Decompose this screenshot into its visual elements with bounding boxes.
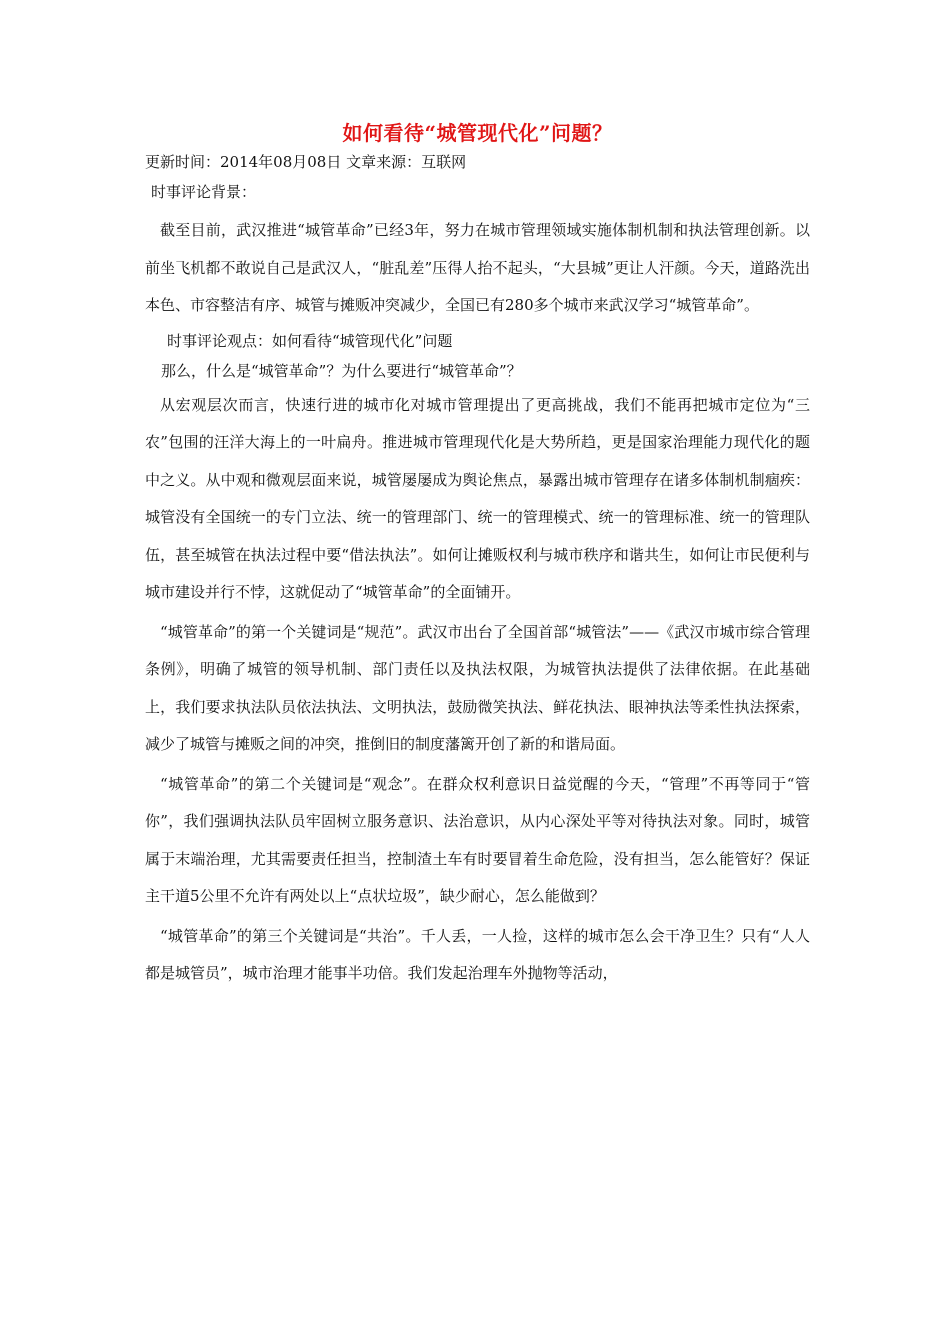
article-title: 如何看待“城管现代化”问题？ [342,121,613,145]
background-paragraph: 截至目前，武汉推进“城管革命”已经3年，努力在城市管理领域实施体制机制和执法管理创新。以前坐飞机都不敢说自己是武汉人，“脏乱差”压得人抬不起头，“大县城”更让人汗颜。今天，道路洗出本色、市容整洁有序、城管与摊贩冲突减少，全国已有280多个城市来武汉学习“城管革命”。 [145,221,810,314]
body-paragraph: “城管革命”的第一个关键词是“规范”。武汉市出台了全国首部“城管法”——《武汉市城市综合管理条例》，明确了城管的领导机制、部门责任以及执法权限，为城管执法提供了法律依据。在此基础上，我们要求执法队员依法执法、文明执法，鼓励微笑执法、鲜花执法、眼神执法等柔性执法探索，减少了城管与摊贩之间的冲突，推倒旧的制度藩篱开创了新的和谐局面。 [145,622,810,753]
viewpoint-label: 时事评论观点：如何看待“城管现代化”问题 [167,331,453,350]
body-paragraph: “城管革命”的第二个关键词是“观念”。在群众权利意识日益觉醒的今天，“管理”不再等同于“管你”，我们强调执法队员牢固树立服务意识、法治意识，从内心深处平等对待执法对象。同时，城管属于末端治理，尤其需要责任担当，控制渣土车有时要冒着生命危险，没有担当，怎么能管好？保证主干道5公里不允许有两处以上“点状垃圾”，缺少耐心，怎么能做到？ [145,774,810,905]
question-line: 那么，什么是“城管革命”？为什么要进行“城管革命”？ [161,361,522,380]
article-meta: 更新时间：2014年08月08日 文章来源：互联网 [145,153,467,171]
background-label: 时事评论背景： [151,183,257,201]
body-paragraph: “城管革命”的第三个关键词是“共治”。千人丢，一人捡，这样的城市怎么会干净卫生？只有“人人都是城管员”，城市治理才能事半功倍。我们发起治理车外抛物等活动， [145,926,810,982]
body-paragraph: 从宏观层次而言，快速行进的城市化对城市管理提出了更高挑战，我们不能再把城市定位为“三农”包围的汪洋大海上的一叶扁舟。推进城市管理现代化是大势所趋，更是国家治理能力现代化的题中之义。从中观和微观层面来说，城管屡屡成为舆论焦点，暴露出城市管理存在诸多体制机制痼疾：城管没有全国统一的专门立法、统一的管理部门、统一的管理模式、统一的管理标准、统一的管理队伍，甚至城管在执法过程中要“借法执法”。如何让摊贩权利与城市秩序和谐共生，如何让市民便利与城市建设并行不悖，这就促动了“城管革命”的全面铺开。 [145,395,810,601]
document-page [145,118,810,993]
